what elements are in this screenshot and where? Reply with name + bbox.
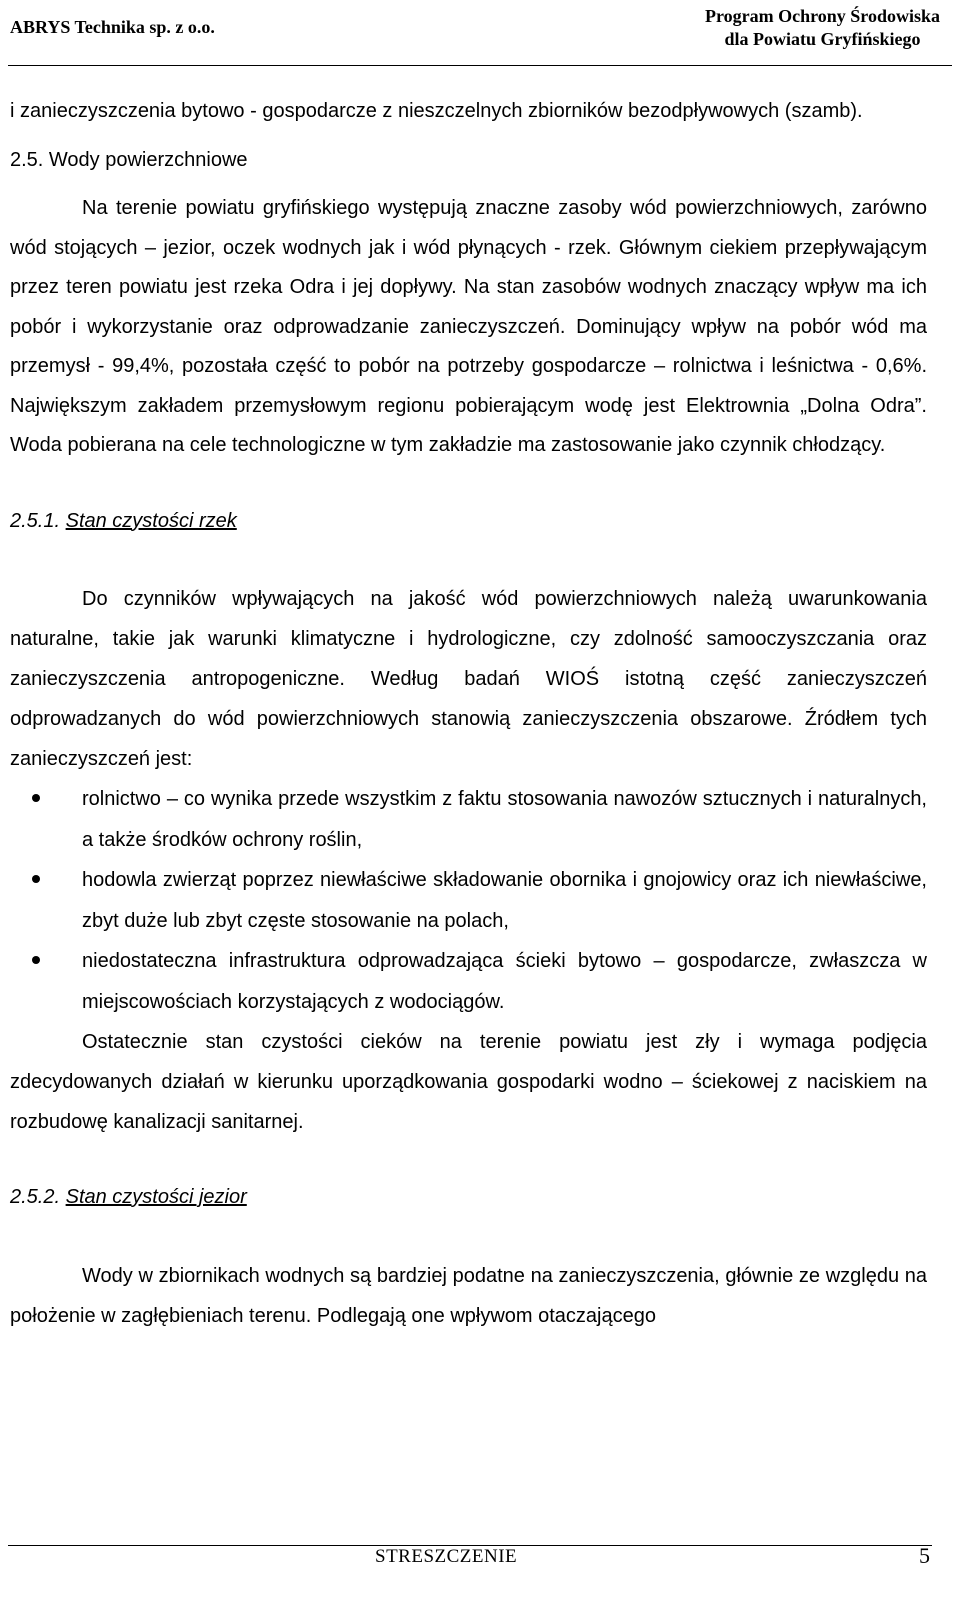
subsection-title: Stan czystości jezior bbox=[65, 1186, 247, 1208]
page-number: 5 bbox=[919, 1543, 930, 1568]
header-divider bbox=[8, 65, 952, 66]
intro-continuation: i zanieczyszczenia bytowo - gospodarcze z nieszczelnych zbiorników bezodpływowych (szamb). bbox=[10, 100, 863, 122]
subsection-heading-lakes bbox=[10, 1178, 927, 1218]
company-name: ABRYS Technika sp. z o.o. bbox=[10, 17, 215, 37]
document-body bbox=[10, 92, 927, 1336]
section-heading: 2.5. Wody powierzchniowe bbox=[10, 148, 248, 171]
page-footer bbox=[0, 1540, 960, 1611]
list-item: rolnictwo – co wynika przede wszystkim z faktu stosowania nawozów sztucznych i naturalnych, a także środków ochrony roślin, bbox=[10, 779, 927, 860]
subsection-heading-rivers bbox=[10, 502, 927, 542]
program-title bbox=[705, 5, 940, 51]
list-item: hodowla zwierząt poprzez niewłaściwe składowanie obornika i gnojowicy oraz ich niewłaściwe, zbyt duże lub zbyt częste stosowanie na polach, bbox=[10, 860, 927, 941]
program-title-line2: dla Powiatu Gryfińskiego bbox=[724, 29, 921, 49]
subsection-paragraph-rivers: Do czynników wpływających na jakość wód powierzchniowych należą uwarunkowania naturalne, takie jak warunki klimatyczne i hydrologiczne, czy zdolność samooczyszczania oraz zanieczyszczenia antropogeniczne. Według badań WIOŚ istotną część zanieczyszczeń odprowadzanych do wód powierzchniowych stanowią zanieczyszczenia obszarowe. Źródłem tych zanieczyszczeń jest: bbox=[10, 588, 927, 770]
list-item: niedostateczna infrastruktura odprowadzająca ścieki bytowo – gospodarcze, zwłaszcza w miejscowościach korzystających z wodociągów. bbox=[10, 941, 927, 1022]
page-header bbox=[0, 0, 960, 68]
subsection-title: Stan czystości rzek bbox=[65, 509, 237, 532]
program-title-line1: Program Ochrony Środowiska bbox=[704, 6, 940, 26]
footer-label: STRESZCZENIE bbox=[375, 1546, 518, 1567]
pollution-sources-list bbox=[10, 779, 927, 1022]
conclusion-paragraph: Ostatecznie stan czystości cieków na terenie powiatu jest zły i wymaga podjęcia zdecydowanych działań w kierunku uporządkowania gospodarki wodno – ściekowej z naciskiem na rozbudowę kanalizacji sanitarnej. bbox=[10, 1031, 927, 1133]
subsection-number: 2.5.1. bbox=[10, 509, 61, 532]
section-paragraph: Na terenie powiatu gryfińskiego występują znaczne zasoby wód powierzchniowych, zarówno wód stojących – jezior, oczek wodnych jak i wód płynących - rzek. Głównym ciekiem przepływającym przez teren powiatu jest rzeka Odra i jej dopływy. Na stan zasobów wodnych znaczący wpływ ma ich pobór i wykorzystanie oraz odprowadzanie zanieczyszczeń. Dominujący wpływ na pobór wód ma przemysł - 99,4%, pozostała część to pobór na potrzeby gospodarcze – rolnictwa i leśnictwa - 0,6%. Największym zakładem przemysłowym regionu pobierającym wodę jest Elektrownia „Dolna Odra”. Woda pobierana na cele technologiczne w tym zakładzie ma zastosowanie jako czynnik chłodzący. bbox=[10, 197, 927, 456]
subsection-paragraph-lakes: Wody w zbiornikach wodnych są bardziej podatne na zanieczyszczenia, głównie ze względu na położenie w zagłębieniach terenu. Podlegają one wpływom otaczającego bbox=[10, 1264, 927, 1327]
subsection-number: 2.5.2. bbox=[10, 1186, 61, 1208]
